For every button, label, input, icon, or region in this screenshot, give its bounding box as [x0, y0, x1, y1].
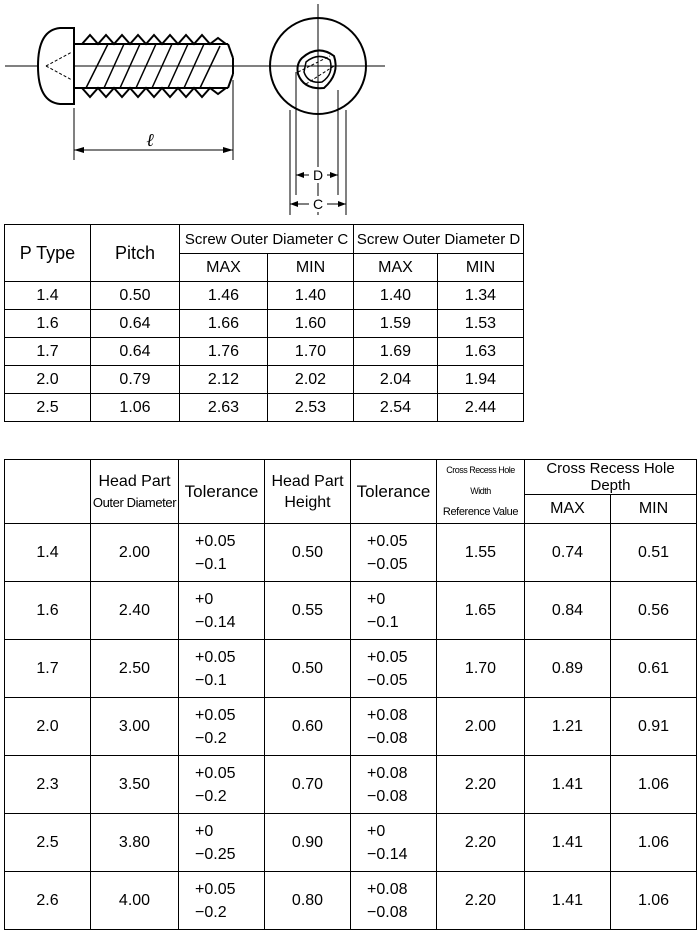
- tolerance-2-cell: +0.05 −0.05: [351, 524, 437, 582]
- tolerance-2-cell: +0 −0.1: [351, 582, 437, 640]
- tolerance-2-cell: +0 −0.14: [351, 814, 437, 872]
- header-p-type-blank: [5, 460, 91, 524]
- d-dimension-label: D: [312, 167, 324, 183]
- p-type-cell: 1.4: [5, 524, 91, 582]
- p-type-cell: 2.5: [5, 814, 91, 872]
- tolerance-2-cell: +0.05 −0.05: [351, 640, 437, 698]
- pitch-cell: 1.06: [91, 394, 180, 422]
- depth-min-cell: 0.51: [611, 524, 697, 582]
- screw-end-view: [255, 4, 385, 215]
- head-height-cell: 0.90: [265, 814, 351, 872]
- header-cross-recess-depth: Cross Recess Hole Depth: [525, 460, 697, 495]
- header-c-max: MAX: [180, 254, 268, 282]
- table-row: [5, 872, 697, 930]
- head-height-cell: 0.50: [265, 640, 351, 698]
- d-min-cell: 1.53: [438, 310, 524, 338]
- tolerance-2-cell: +0.08 −0.08: [351, 698, 437, 756]
- p-type-cell: 2.0: [5, 698, 91, 756]
- p-type-cell: 1.7: [5, 338, 91, 366]
- head-od-cell: 3.00: [91, 698, 179, 756]
- cross-width-cell: 2.20: [437, 756, 525, 814]
- head-dimensions-table: [4, 459, 697, 930]
- depth-min-cell: 0.56: [611, 582, 697, 640]
- depth-min-cell: 1.06: [611, 872, 697, 930]
- thread-dimensions-table: [4, 224, 524, 422]
- cross-width-cell: 1.70: [437, 640, 525, 698]
- head-od-cell: 3.80: [91, 814, 179, 872]
- head-height-cell: 0.70: [265, 756, 351, 814]
- depth-max-cell: 0.84: [525, 582, 611, 640]
- header-head-height-line1: Head Part: [271, 472, 344, 490]
- header-head-outer-line2: Outer Diameter: [92, 494, 177, 510]
- header-depth-min: MIN: [611, 495, 697, 524]
- depth-max-cell: 1.41: [525, 814, 611, 872]
- pitch-cell: 0.64: [91, 310, 180, 338]
- depth-min-cell: 0.91: [611, 698, 697, 756]
- header-p-type: P Type: [5, 225, 91, 282]
- p-type-cell: 2.3: [5, 756, 91, 814]
- cross-width-cell: 2.00: [437, 698, 525, 756]
- pitch-cell: 0.64: [91, 338, 180, 366]
- depth-max-cell: 1.41: [525, 756, 611, 814]
- c-min-cell: 1.40: [268, 282, 354, 310]
- p-type-cell: 2.6: [5, 872, 91, 930]
- header-screw-outer-d: Screw Outer Diameter D: [354, 225, 524, 254]
- screw-side-view: [5, 28, 258, 160]
- table-row: [5, 582, 697, 640]
- table-row: [5, 756, 697, 814]
- cross-width-cell: 1.55: [437, 524, 525, 582]
- c-min-cell: 2.02: [268, 366, 354, 394]
- p-type-cell: 2.5: [5, 394, 91, 422]
- depth-min-cell: 0.61: [611, 640, 697, 698]
- c-max-cell: 1.76: [180, 338, 268, 366]
- pitch-cell: 0.79: [91, 366, 180, 394]
- tolerance-1-cell: +0.05 −0.2: [179, 756, 265, 814]
- table-row: [5, 338, 524, 366]
- header-head-height: [265, 460, 351, 524]
- cross-width-cell: 2.20: [437, 872, 525, 930]
- tolerance-1-cell: +0.05 −0.2: [179, 698, 265, 756]
- head-od-cell: 4.00: [91, 872, 179, 930]
- table-row: [5, 698, 697, 756]
- p-type-cell: 1.6: [5, 582, 91, 640]
- d-max-cell: 1.69: [354, 338, 438, 366]
- d-max-cell: 1.40: [354, 282, 438, 310]
- c-max-cell: 2.63: [180, 394, 268, 422]
- depth-max-cell: 0.74: [525, 524, 611, 582]
- c-dimension-label: C: [312, 196, 324, 212]
- c-min-cell: 1.60: [268, 310, 354, 338]
- p-type-cell: 2.0: [5, 366, 91, 394]
- head-height-cell: 0.80: [265, 872, 351, 930]
- tolerance-2-cell: +0.08 −0.08: [351, 756, 437, 814]
- head-height-cell: 0.55: [265, 582, 351, 640]
- tolerance-1-cell: +0 −0.14: [179, 582, 265, 640]
- c-max-cell: 2.12: [180, 366, 268, 394]
- header-head-height-line2: Height: [284, 493, 331, 511]
- head-od-cell: 3.50: [91, 756, 179, 814]
- table-row: [5, 366, 524, 394]
- length-label: ℓ: [146, 130, 154, 150]
- header-tolerance-1: Tolerance: [179, 460, 265, 524]
- header-head-outer-diameter: [91, 460, 179, 524]
- header-cross-width-line2: Reference Value: [442, 506, 519, 518]
- head-height-cell: 0.50: [265, 524, 351, 582]
- head-od-cell: 2.50: [91, 640, 179, 698]
- header-cross-recess-width: [437, 460, 525, 524]
- depth-max-cell: 0.89: [525, 640, 611, 698]
- cross-width-cell: 1.65: [437, 582, 525, 640]
- d-max-cell: 1.59: [354, 310, 438, 338]
- table-row: [5, 814, 697, 872]
- tolerance-1-cell: +0 −0.25: [179, 814, 265, 872]
- tolerance-1-cell: +0.05 −0.1: [179, 524, 265, 582]
- pitch-cell: 0.50: [91, 282, 180, 310]
- d-max-cell: 2.54: [354, 394, 438, 422]
- c-min-cell: 2.53: [268, 394, 354, 422]
- table-row: [5, 310, 524, 338]
- header-pitch: Pitch: [91, 225, 180, 282]
- c-min-cell: 1.70: [268, 338, 354, 366]
- c-max-cell: 1.66: [180, 310, 268, 338]
- header-d-min: MIN: [438, 254, 524, 282]
- head-height-cell: 0.60: [265, 698, 351, 756]
- depth-max-cell: 1.21: [525, 698, 611, 756]
- header-c-min: MIN: [268, 254, 354, 282]
- d-min-cell: 1.94: [438, 366, 524, 394]
- p-type-cell: 1.4: [5, 282, 91, 310]
- header-tolerance-2: Tolerance: [351, 460, 437, 524]
- table-row: [5, 282, 524, 310]
- header-screw-outer-c: Screw Outer Diameter C: [180, 225, 354, 254]
- header-cross-width-line1: Cross Recess Hole Width: [446, 465, 515, 496]
- depth-min-cell: 1.06: [611, 814, 697, 872]
- head-od-cell: 2.00: [91, 524, 179, 582]
- header-head-outer-line1: Head Part: [98, 472, 171, 490]
- c-max-cell: 1.46: [180, 282, 268, 310]
- depth-max-cell: 1.41: [525, 872, 611, 930]
- cross-width-cell: 2.20: [437, 814, 525, 872]
- screw-drawing: [0, 0, 700, 220]
- header-depth-max: MAX: [525, 495, 611, 524]
- d-max-cell: 2.04: [354, 366, 438, 394]
- tolerance-1-cell: +0.05 −0.2: [179, 872, 265, 930]
- d-min-cell: 1.63: [438, 338, 524, 366]
- header-d-max: MAX: [354, 254, 438, 282]
- d-min-cell: 2.44: [438, 394, 524, 422]
- depth-min-cell: 1.06: [611, 756, 697, 814]
- head-od-cell: 2.40: [91, 582, 179, 640]
- table-row: [5, 394, 524, 422]
- table-row: [5, 524, 697, 582]
- p-type-cell: 1.7: [5, 640, 91, 698]
- tolerance-2-cell: +0.08 −0.08: [351, 872, 437, 930]
- table-row: [5, 640, 697, 698]
- p-type-cell: 1.6: [5, 310, 91, 338]
- tolerance-1-cell: +0.05 −0.1: [179, 640, 265, 698]
- d-min-cell: 1.34: [438, 282, 524, 310]
